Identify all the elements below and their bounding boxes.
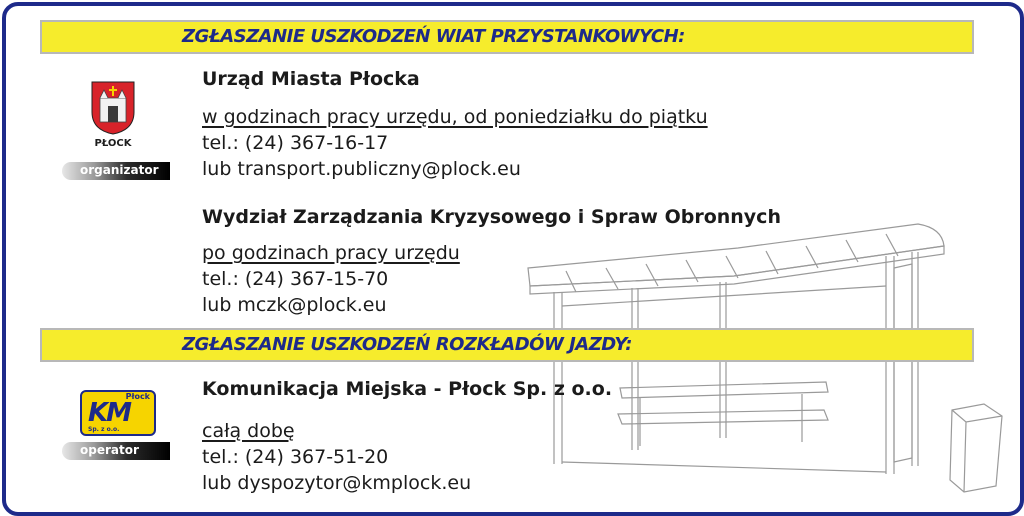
km-logo-sub-text: Sp. z o.o. xyxy=(88,426,120,433)
crisis-phone: tel.: (24) 367-15-70 xyxy=(202,268,389,290)
km-logo-small-text: Płock xyxy=(125,392,150,401)
notice-frame xyxy=(2,2,1024,516)
operator-email: lub dyspozytor@kmplock.eu xyxy=(202,472,472,494)
km-logo-text: KM xyxy=(88,398,131,428)
office-email: lub transport.publiczny@plock.eu xyxy=(202,158,521,180)
operator-phone: tel.: (24) 367-51-20 xyxy=(202,446,389,468)
operator-tag xyxy=(62,442,170,460)
timetable-damage-banner xyxy=(40,328,974,362)
operator-hours: całą dobę xyxy=(202,420,295,442)
timetable-damage-banner-text: ZGŁASZANIE USZKODZEŃ ROZKŁADÓW JAZDY: xyxy=(182,334,632,355)
plock-city-label: PŁOCK xyxy=(94,138,132,149)
organizer-tag-label: organizator xyxy=(80,163,159,177)
office-name: Urząd Miasta Płocka xyxy=(202,68,420,90)
bus-shelter-illustration xyxy=(6,6,1020,512)
km-plock-logo xyxy=(80,390,156,436)
office-phone: tel.: (24) 367-16-17 xyxy=(202,132,389,154)
crisis-hours: po godzinach pracy urzędu xyxy=(202,242,460,264)
operator-name: Komunikacja Miejska - Płock Sp. z o.o. xyxy=(202,378,613,400)
operator-tag-label: operator xyxy=(80,443,139,457)
organizer-tag xyxy=(62,162,170,180)
plock-coat-of-arms-icon xyxy=(82,78,144,136)
crisis-department-name: Wydział Zarządzania Kryzysowego i Spraw Obronnych xyxy=(202,206,781,228)
crisis-email: lub mczk@plock.eu xyxy=(202,294,387,316)
shelter-damage-banner-text: ZGŁASZANIE USZKODZEŃ WIAT PRZYSTANKOWYCH: xyxy=(182,26,685,47)
shelter-damage-banner xyxy=(40,20,974,54)
office-hours: w godzinach pracy urzędu, od poniedziałku do piątku xyxy=(202,106,708,128)
